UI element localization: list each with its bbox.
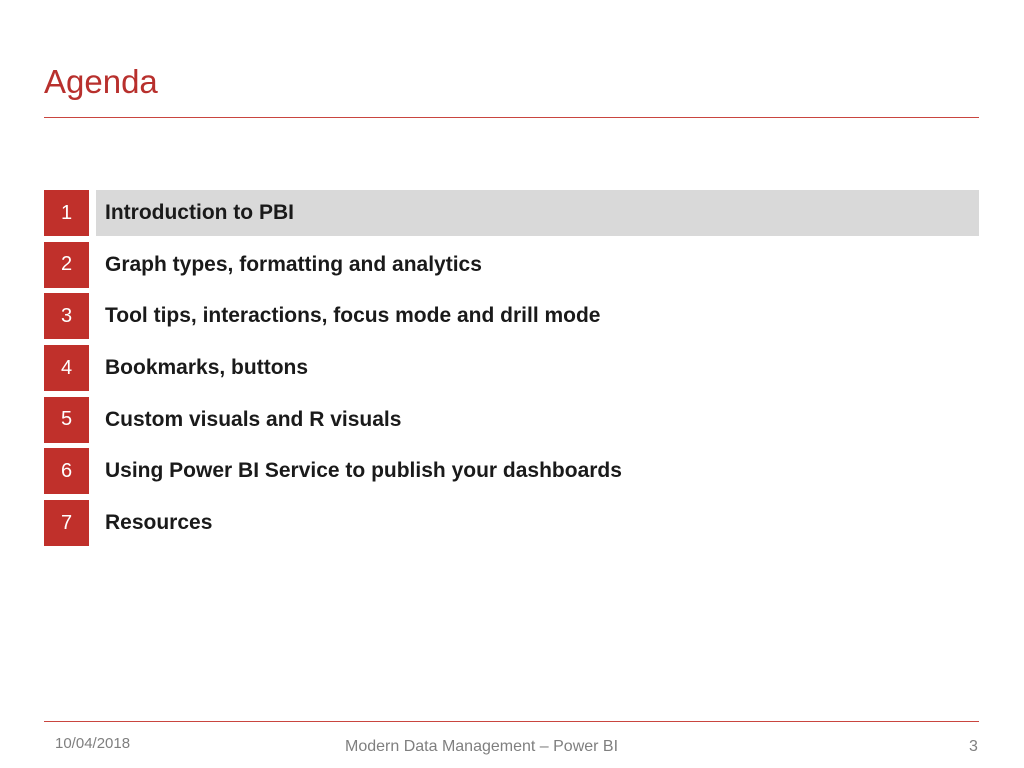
footer-divider	[44, 721, 979, 722]
agenda-item-number: 5	[44, 397, 89, 443]
agenda-item-label: Custom visuals and R visuals	[105, 407, 402, 431]
agenda-item-number: 6	[44, 448, 89, 494]
agenda-item-label-box	[96, 293, 979, 339]
agenda-list	[44, 190, 979, 552]
agenda-item-label: Introduction to PBI	[105, 201, 294, 224]
agenda-item-label: Using Power BI Service to publish your dashboards	[105, 459, 622, 483]
page-number: 3	[969, 738, 978, 755]
agenda-item-label: Graph types, formatting and analytics	[105, 252, 482, 276]
agenda-item-label-box	[96, 242, 979, 288]
footer-title: Modern Data Management – Power BI	[345, 738, 619, 755]
agenda-item	[44, 293, 979, 339]
agenda-item-number: 2	[44, 242, 89, 288]
agenda-item-label-box	[96, 500, 979, 546]
agenda-item-number: 3	[44, 293, 89, 339]
agenda-item-label-box	[96, 397, 979, 443]
agenda-item	[44, 345, 979, 391]
agenda-item-number: 7	[44, 500, 89, 546]
agenda-item	[44, 190, 979, 236]
agenda-item	[44, 397, 979, 443]
agenda-item	[44, 242, 979, 288]
agenda-item-number: 1	[44, 190, 89, 236]
agenda-item-number: 4	[44, 345, 89, 391]
slide-title: Agenda	[44, 63, 158, 100]
footer-date: 10/04/2018	[55, 735, 131, 752]
agenda-item-label: Bookmarks, buttons	[105, 356, 309, 380]
agenda-item-label: Tool tips, interactions, focus mode and drill mode	[105, 304, 601, 328]
agenda-item-label-box	[96, 345, 979, 391]
title-divider	[44, 117, 979, 118]
agenda-item	[44, 448, 979, 494]
agenda-item	[44, 500, 979, 546]
agenda-item-label-box	[96, 448, 979, 494]
agenda-item-label: Resources	[105, 511, 213, 535]
agenda-item-highlight	[96, 190, 979, 236]
